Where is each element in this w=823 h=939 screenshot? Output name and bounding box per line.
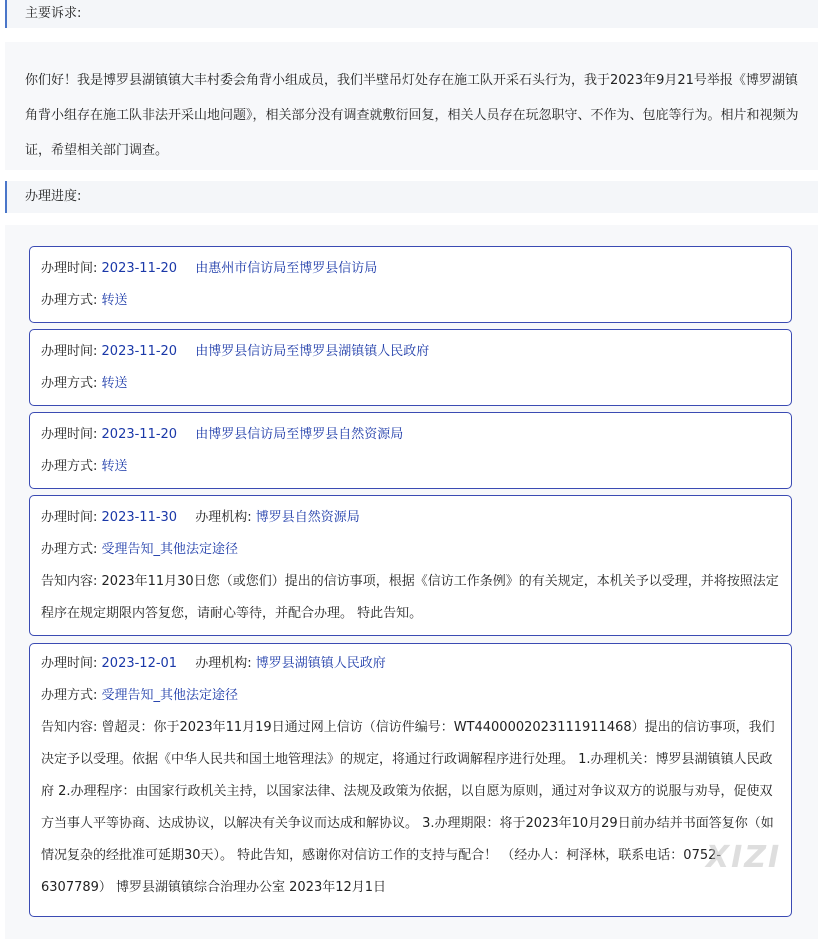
time-label: 办理时间: — [41, 510, 98, 525]
time-label: 办理时间: — [41, 261, 98, 276]
progress-card — [29, 412, 792, 489]
progress-time: 2023-11-20 — [101, 427, 178, 442]
progress-notice — [41, 712, 781, 904]
progress-method-row — [41, 285, 781, 317]
progress-card — [29, 643, 792, 917]
progress-org: 博罗县湖镇镇人民政府 — [255, 656, 386, 671]
progress-time: 2023-12-01 — [101, 656, 178, 671]
progress-method: 受理告知_其他法定途径 — [101, 688, 239, 703]
progress-section-header: 办理进度: — [5, 181, 818, 213]
progress-method-row — [41, 451, 781, 483]
progress-route: 由惠州市信访局至博罗县信访局 — [195, 261, 378, 276]
progress-method: 转送 — [101, 459, 128, 474]
progress-route: 由博罗县信访局至博罗县自然资源局 — [195, 427, 404, 442]
method-label: 办理方式: — [41, 542, 98, 557]
progress-list — [5, 225, 818, 939]
content-label: 告知内容: — [41, 720, 98, 735]
progress-route: 由博罗县信访局至博罗县湖镇镇人民政府 — [195, 344, 430, 359]
site-watermark: XIZI — [706, 840, 782, 875]
progress-card — [29, 329, 792, 406]
progress-method-row — [41, 680, 781, 712]
progress-card — [29, 495, 792, 636]
progress-time: 2023-11-30 — [101, 510, 178, 525]
time-label: 办理时间: — [41, 427, 98, 442]
demand-section-header: 主要诉求: — [5, 0, 818, 28]
progress-method: 受理告知_其他法定途径 — [101, 542, 239, 557]
progress-method: 转送 — [101, 293, 128, 308]
method-label: 办理方式: — [41, 376, 98, 391]
org-label: 办理机构: — [195, 656, 252, 671]
org-label: 办理机构: — [195, 510, 252, 525]
method-label: 办理方式: — [41, 293, 98, 308]
progress-time-row — [41, 253, 781, 285]
demand-text: 你们好！我是博罗县湖镇镇大丰村委会角背小组成员，我们半壁吊灯处存在施工队开采石头行为，我于2023年9月21号举报《博罗湖镇角背小组存在施工队非法开采山地问题》，相关部分没有调查就敷衍回复，相关人员存在玩忽职守、不作为、包庇等行为。相片和视频为证，希望相关部门调查。 — [5, 42, 818, 170]
method-label: 办理方式: — [41, 688, 98, 703]
notice-text: 2023年11月30日您（或您们）提出的信访事项，根据《信访工作条例》的有关规定，本机关予以受理，并将按照法定程序在规定期限内答复您，请耐心等待，并配合办理。 特此告知。 — [41, 574, 779, 621]
progress-org: 博罗县自然资源局 — [255, 510, 360, 525]
progress-time: 2023-11-20 — [101, 344, 178, 359]
time-label: 办理时间: — [41, 344, 98, 359]
progress-time-row — [41, 419, 781, 451]
progress-time-row — [41, 648, 781, 680]
time-label: 办理时间: — [41, 656, 98, 671]
progress-method-row — [41, 534, 781, 566]
progress-card — [29, 246, 792, 323]
progress-method-row — [41, 368, 781, 400]
progress-time: 2023-11-20 — [101, 261, 178, 276]
progress-notice — [41, 566, 781, 630]
method-label: 办理方式: — [41, 459, 98, 474]
progress-time-row — [41, 336, 781, 368]
progress-time-row — [41, 502, 781, 534]
progress-method: 转送 — [101, 376, 128, 391]
notice-text: 曾超灵：你于2023年11月19日通过网上信访（信访件编号：WT4400002023111911468）提出的信访事项，我们决定予以受理。依据《中华人民共和国土地管理法》的规定，将通过行政调解程序进行处理。 1.办理机关：博罗县湖镇镇人民政府 2.办理程序：由国家行政机关主持，以国家法律、法规及政策为依据，以自愿为原则，通过对争议双方的说服与劝导，促使双方当事人平等协商、达成协议，以解决有关争议而达成和解协议。 3.办理期限：将于2023年10月29日前办结并书面答复你（如情况复杂的经批准可延期30天）。 特此告知，感谢你对信访工作的支持与配合！ （经办人：柯泽林，联系电话：0752-6307789） 博罗县湖镇镇综合治理办公室 2023年12月1日 — [41, 720, 775, 895]
content-label: 告知内容: — [41, 574, 98, 589]
